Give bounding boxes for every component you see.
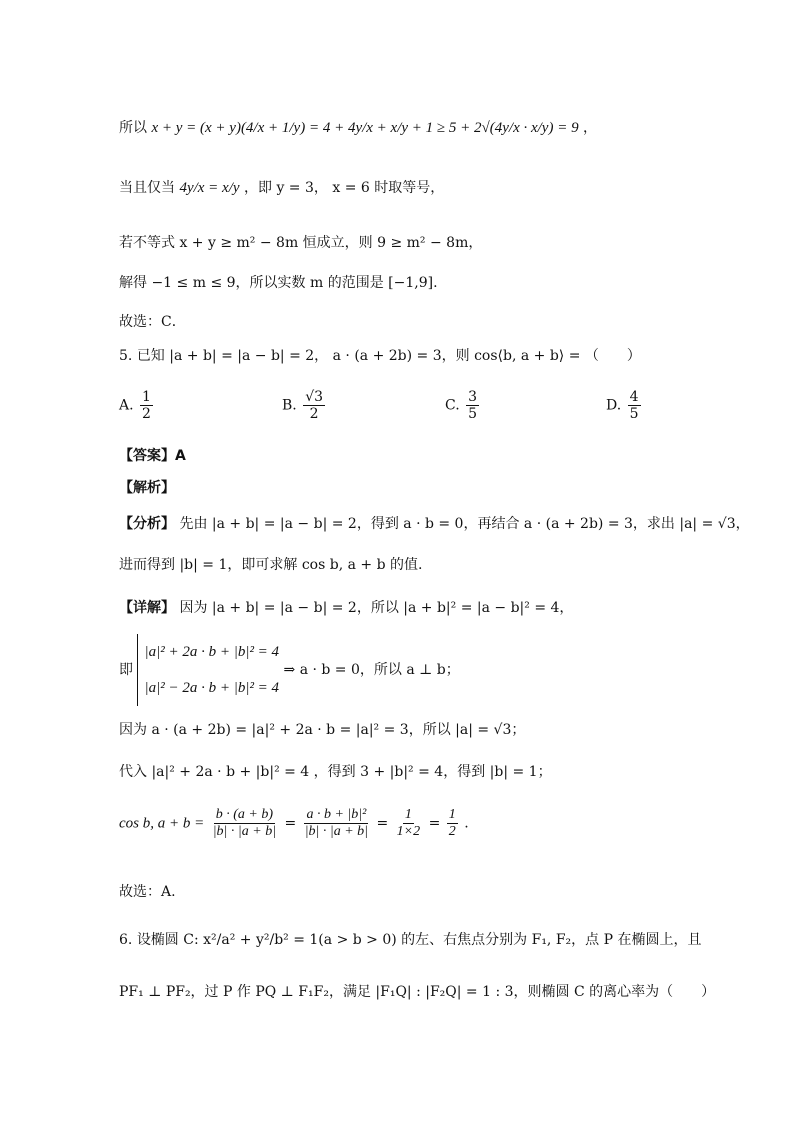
- fenxi-label: 【分析】: [119, 516, 175, 532]
- equation-system: [137, 634, 279, 706]
- option-b-denominator: 2: [309, 406, 319, 422]
- answer-value: A: [175, 448, 186, 464]
- fenxi-line-2: 进而得到 |b| = 1，即可求解 cos b, a + b 的值.: [119, 557, 423, 573]
- answer-line: [119, 446, 186, 466]
- system-row-2: |a|² − 2a · b + |b|² = 4: [144, 680, 280, 696]
- line-equality-condition: [119, 178, 444, 198]
- text-mid: ，即 y = 3， x = 6 时取等号，: [244, 180, 445, 196]
- text-suffix: ，: [583, 120, 598, 136]
- option-d-label: D.: [606, 397, 622, 414]
- xiangjie-label: 【详解】: [119, 600, 175, 616]
- option-a: [119, 390, 155, 421]
- text-prefix: 所以: [119, 120, 147, 136]
- question-6-text-1: 设椭圆 C: x²/a² + y²/b² = 1(a > b > 0) 的左、右焦点分别为 F₁, F₂，点 P 在椭圆上，且: [136, 932, 702, 948]
- fenxi-text-1: 先由 |a + b| = |a − b| = 2，得到 a · b = 0，再结合 a · (a + 2b) = 3，求出 |a| = √3，: [179, 516, 750, 532]
- cos-derivation-line: cos b, a + b = $\frac{b \cdot (a + b)}{|b| \cdot |a + b|}$ = $\frac{\text{a · b + |b|²}}{|b| \cdot |a + b|}$ = $\frac{1}{1\times 2}$ = $\frac{1}{2}$ .: [119, 807, 469, 839]
- line-solution-range: 解得 −1 ≤ m ≤ 9，所以实数 m 的范围是 [−1,9].: [119, 275, 438, 291]
- cos-frac-1-numerator: b · (a + b): [215, 807, 274, 822]
- option-c: [445, 390, 481, 421]
- system-prefix: 即: [119, 662, 133, 678]
- system-suffix: ⇒ a · b = 0，所以 a ⊥ b；: [283, 662, 460, 678]
- option-d: [606, 390, 643, 421]
- option-c-label: C.: [445, 397, 460, 414]
- formula-am-gm: x + y = (x + y)(4/x + 1/y) = 4 + 4y/x + x/y + 1 ≥ 5 + 2√(4y/x · x/y) = 9: [151, 120, 579, 136]
- cos-frac-3-numerator: 1: [404, 807, 412, 822]
- cos-frac-4-denominator: 2: [448, 824, 456, 839]
- line-inequality-holds: 若不等式 x + y ≥ m² − 8m 恒成立，则 9 ≥ m² − 8m，: [119, 235, 483, 251]
- question-text: 已知 |a + b| = |a − b| = 2， a · (a + 2b) = 3，则 cos⟨b, a + b⟩ = （ ）: [136, 348, 641, 364]
- cos-frac-2-denominator: |b| · |a + b|: [304, 824, 369, 839]
- cos-frac-2-numerator: a · b + |b|²: [306, 807, 367, 822]
- option-c-numerator: 3: [468, 389, 478, 405]
- option-b: [282, 390, 327, 421]
- xiangjie-text: 因为 |a + b| = |a − b| = 2，所以 |a + b|² = |a − b|² = 4，: [179, 600, 574, 616]
- answer-label: 【答案】: [119, 448, 175, 464]
- question-6-line-2: PF₁ ⊥ PF₂，过 P 作 PQ ⊥ F₁F₂，满足 |F₁Q| : |F₂Q| = 1 : 3，则椭圆 C 的离心率为（ ）: [119, 984, 716, 1000]
- fenxi-line-1: [119, 514, 750, 534]
- option-d-denominator: 5: [629, 406, 639, 422]
- cos-frac-1-denominator: |b| · |a + b|: [212, 824, 277, 839]
- system-row-1: |a|² + 2a · b + |b|² = 4: [144, 644, 280, 660]
- line-inequality-derivation: [119, 118, 597, 138]
- option-b-numerator: √3: [305, 389, 324, 405]
- option-a-numerator: 1: [142, 389, 151, 405]
- cos-left: cos b, a + b =: [119, 815, 205, 832]
- formula-equality: 4y/x = x/y: [179, 180, 240, 196]
- substitute-line: 代入 |a|² + 2a · b + |b|² = 4 ，得到 3 + |b|² = 4，得到 |b| = 1；: [119, 764, 552, 780]
- xiangjie-line-1: [119, 598, 573, 618]
- cos-frac-4-numerator: 1: [448, 807, 456, 822]
- option-c-denominator: 5: [468, 406, 478, 422]
- option-a-label: A.: [119, 397, 134, 414]
- question-number: 6.: [119, 932, 133, 948]
- question-number: 5.: [119, 348, 133, 364]
- line-choose-c: 故选：C．: [119, 314, 186, 330]
- analysis-label: 【解析】: [119, 480, 175, 496]
- system-line: [119, 634, 460, 706]
- option-b-label: B.: [282, 397, 297, 414]
- cos-frac-3-denominator: 1×2: [396, 824, 421, 839]
- line-choose-a: 故选：A.: [119, 884, 176, 900]
- option-a-denominator: 2: [142, 406, 151, 422]
- analysis-heading: [119, 478, 175, 498]
- question-5: [119, 346, 641, 366]
- because-line: 因为 a · (a + 2b) = |a|² + 2a · b = |a|² = 3，所以 |a| = √3；: [119, 722, 526, 738]
- question-6-line-1: [119, 930, 701, 950]
- text-prefix: 当且仅当: [119, 180, 175, 196]
- option-d-numerator: 4: [629, 389, 639, 405]
